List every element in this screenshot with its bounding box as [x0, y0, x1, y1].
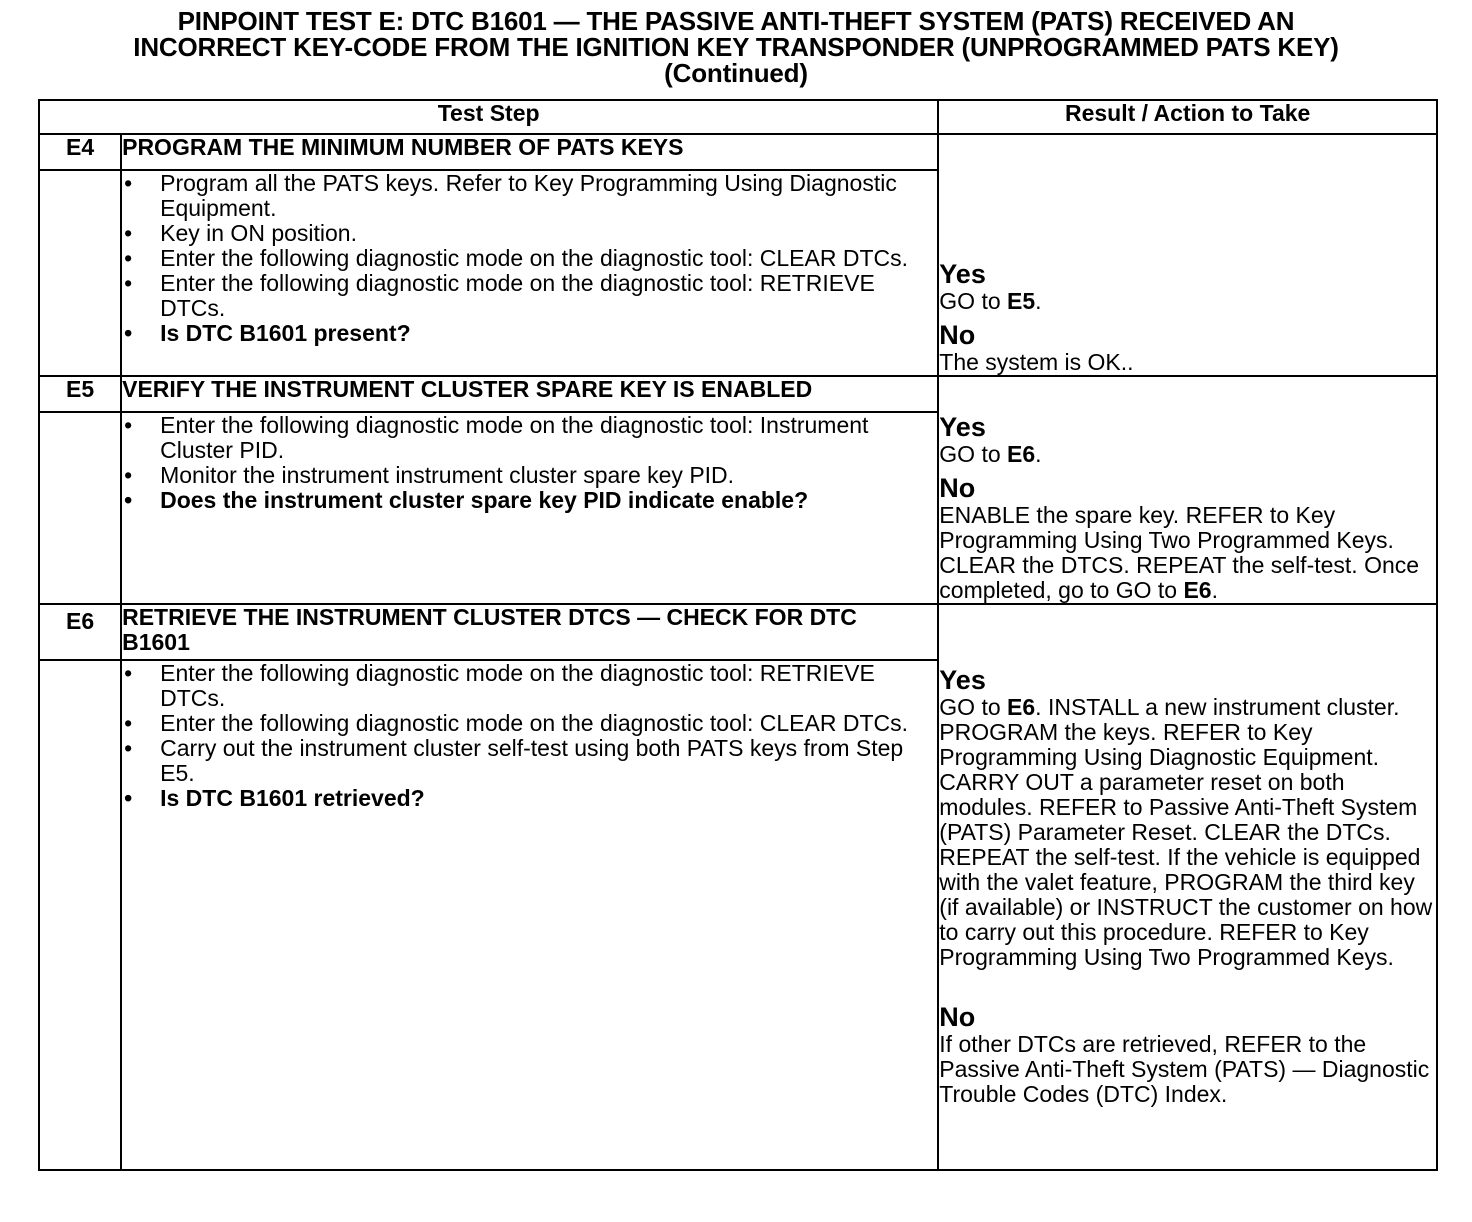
instruction-item: • Enter the following diagnostic mode on the diagnostic tool: RETRIEVE DTCs.	[124, 270, 875, 321]
yes-label: Yes	[939, 665, 986, 695]
step-id: E4	[39, 134, 121, 170]
step-ref: E5	[1007, 288, 1036, 314]
step-instructions	[121, 660, 938, 1170]
step-id: E5	[39, 376, 121, 412]
no-action: If other DTCs are retrieved, REFER to the Passive Anti-Theft System (PATS) — Diagnostic Trouble Codes (DTC) Index.	[939, 1031, 1430, 1107]
no-action: The system is OK..	[939, 349, 1134, 375]
step-e5-title-row	[39, 376, 1437, 412]
step-e4-title-row	[39, 134, 1437, 170]
yes-label: Yes	[939, 412, 986, 442]
step-title: RETRIEVE THE INSTRUMENT CLUSTER DTCS — CHECK FOR DTC B1601	[121, 604, 938, 660]
step-title: PROGRAM THE MINIMUM NUMBER OF PATS KEYS	[121, 134, 938, 170]
instruction-item: • Enter the following diagnostic mode on the diagnostic tool: CLEAR DTCs.	[124, 245, 909, 271]
no-label: No	[939, 473, 976, 503]
title-line-1: PINPOINT TEST E: DTC B1601 — THE PASSIVE ANTI-THEFT SYSTEM (PATS) RECEIVED AN	[177, 6, 1295, 36]
step-title: VERIFY THE INSTRUMENT CLUSTER SPARE KEY IS ENABLED	[121, 376, 938, 412]
yes-action: GO to E5.	[939, 288, 1042, 314]
instruction-item: • Monitor the instrument instrument cluster spare key PID.	[124, 462, 735, 488]
yes-action: GO to E6.	[939, 441, 1042, 467]
yes-label: Yes	[939, 259, 986, 289]
step-ref: E6	[1007, 694, 1036, 720]
instruction-item: • Key in ON position.	[124, 220, 357, 246]
pinpoint-test-table	[38, 99, 1438, 1171]
step-ref: E6	[1007, 441, 1036, 467]
step-e4-result	[938, 134, 1437, 376]
title-line-3: (Continued)	[664, 58, 808, 88]
step-ref: E6	[1183, 577, 1212, 603]
no-label: No	[939, 1002, 976, 1032]
instruction-item: • Carry out the instrument cluster self-test using both PATS keys from Step E5.	[124, 735, 904, 786]
table-header-row	[39, 100, 1437, 134]
yes-action: GO to E6. INSTALL a new instrument cluster. PROGRAM the keys. REFER to Key Programming Using Diagnostic Equipment. CARRY OUT a parameter reset on both modules. REFER to Passive Anti-Theft System (PATS) Parameter Reset. CLEAR the DTCs. REPEAT the self-test. If the vehicle is equipped with the valet feature, PROGRAM the third key (if available) or INSTRUCT the customer on how to carry out this procedure. REFER to Key Programming Using Two Programmed Keys.	[939, 694, 1433, 970]
step-question: • Is DTC B1601 retrieved?	[124, 785, 425, 811]
step-instructions	[121, 170, 938, 376]
header-result-action: Result / Action to Take	[938, 100, 1437, 134]
step-id: E6	[39, 604, 121, 660]
step-instructions	[121, 412, 938, 604]
step-e6-result	[938, 604, 1437, 1170]
page-title	[0, 8, 1472, 86]
no-action: ENABLE the spare key. REFER to Key Programming Using Two Programmed Keys. CLEAR the DTCS. REPEAT the self-test. Once completed, go to GO to E6.	[939, 502, 1420, 603]
step-question: • Is DTC B1601 present?	[124, 320, 411, 346]
title-line-2: INCORRECT KEY-CODE FROM THE IGNITION KEY TRANSPONDER (UNPROGRAMMED PATS KEY)	[133, 32, 1339, 62]
instruction-item: • Enter the following diagnostic mode on the diagnostic tool: RETRIEVE DTCs.	[124, 660, 875, 711]
instruction-item: • Enter the following diagnostic mode on the diagnostic tool: Instrument Cluster PID.	[124, 412, 869, 463]
step-question: • Does the instrument cluster spare key PID indicate enable?	[124, 487, 809, 513]
instruction-item: • Program all the PATS keys. Refer to Key Programming Using Diagnostic Equipment.	[124, 170, 897, 221]
header-test-step: Test Step	[39, 100, 938, 134]
step-e6-title-row	[39, 604, 1437, 660]
instruction-item: • Enter the following diagnostic mode on the diagnostic tool: CLEAR DTCs.	[124, 710, 909, 736]
step-e5-result	[938, 376, 1437, 604]
no-label: No	[939, 320, 976, 350]
